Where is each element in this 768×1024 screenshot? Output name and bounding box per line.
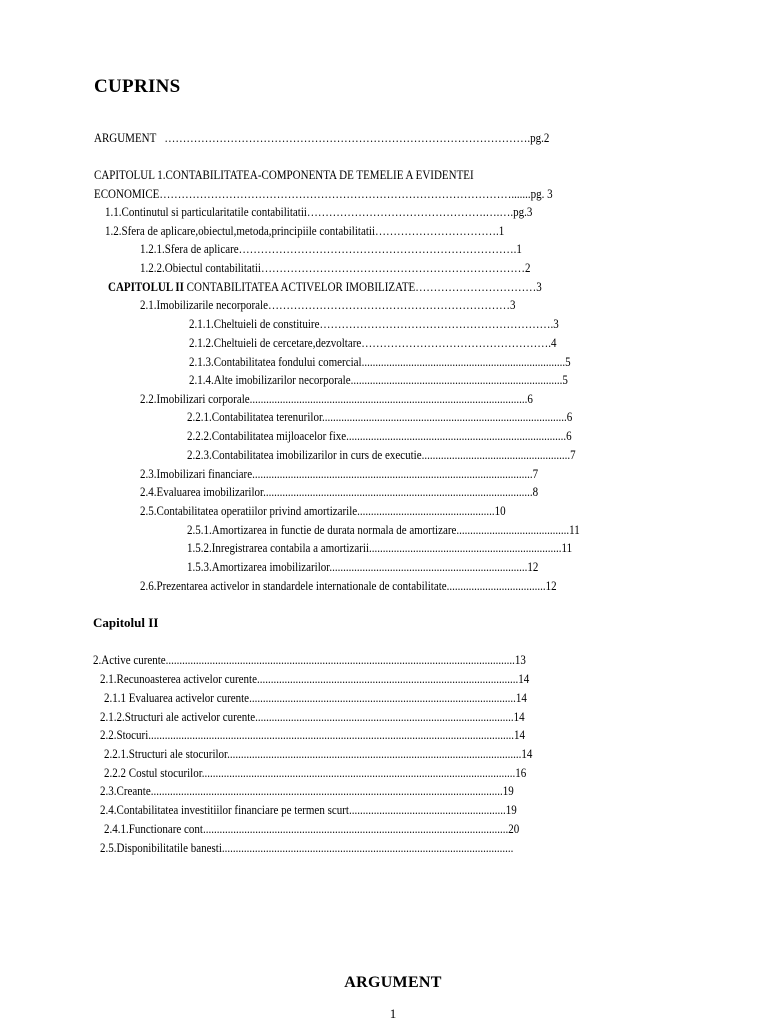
toc-entry-2-6: 2.6.Prezentarea activelor in standardele internationale de contabilitate....................................12 — [140, 579, 557, 593]
toc-entry-chapter-2 — [108, 280, 542, 294]
chapter-2-heading: Capitolul II — [93, 615, 159, 630]
toc-entry-2-2-1: 2.2.1.Contabilitatea terenurilor.........................................................................................6 — [187, 410, 573, 424]
toc-entry-stocuri: 2.2.Stocuri.....................................................................................................................................14 — [100, 728, 526, 742]
toc-title: CUPRINS — [94, 76, 181, 97]
next-section-title: ARGUMENT — [344, 974, 442, 991]
toc-entry-1-5-2: 1.5.2.Inregistrarea contabila a amortizarii......................................................................11 — [187, 541, 573, 555]
toc-entry-recunoasterea: 2.1.Recunoasterea activelor curente...............................................................................................14 — [100, 672, 530, 686]
toc-entry-costul-stocurilor: 2.2.2 Costul stocurilor..................................................................................................................16 — [104, 766, 527, 780]
toc-entry-1-2-2: 1.2.2.Obiectul contabilitatii………………………………………………………………2 — [140, 261, 531, 275]
chapter-2-title: CONTABILITATEA ACTIVELOR IMOBILIZATE……………………………3 — [183, 280, 542, 294]
page-number: 1 — [389, 1006, 397, 1021]
toc-entry-2-5: 2.5.Contabilitatea operatiilor privind amortizarile..................................................10 — [140, 504, 506, 518]
toc-entry-2-1: 2.1.Imobilizarile necorporale…………………………………………………………3 — [140, 298, 516, 312]
toc-entry-2-5-1: 2.5.1.Amortizarea in functie de durata normala de amortizare.........................................11 — [187, 523, 580, 537]
toc-entry-2-3: 2.3.Imobilizari financiare......................................................................................................7 — [140, 467, 539, 481]
toc-entry-2-1-1: 2.1.1.Cheltuieli de constituire……………………………………………………….3 — [189, 317, 559, 331]
toc-entry-evaluarea-activelor: 2.1.1 Evaluarea activelor curente.................................................................................................14 — [104, 691, 527, 705]
toc-entry-2-4: 2.4.Evaluarea imobilizarilor..................................................................................................8 — [140, 485, 539, 499]
toc-entry-investitii-financiare: 2.4.Contabilitatea investitiilor financiare pe termen scurt.........................................................19 — [100, 803, 517, 817]
toc-entry-2-1-4: 2.1.4.Alte imobilizarilor necorporale.............................................................................5 — [189, 373, 568, 387]
toc-entry-1-5-3: 1.5.3.Amortizarea imobilizarilor........................................................................12 — [187, 560, 539, 574]
toc-entry-structuri-stocurilor: 2.2.1.Structuri ale stocurilor...........................................................................................................14 — [104, 747, 533, 761]
toc-entry-2-1-3: 2.1.3.Contabilitatea fondului comercial..........................................................................5 — [189, 355, 571, 369]
toc-entry-2-2-3: 2.2.3.Contabilitatea imobilizarilor in curs de executie......................................................7 — [187, 448, 576, 462]
toc-entry-creante: 2.3.Creante................................................................................................................................19 — [100, 784, 514, 798]
toc-entry-active-curente: 2.Active curente...............................................................................................................................13 — [93, 653, 526, 667]
toc-entry-2-1-2: 2.1.2.Cheltuieli de cercetare,dezvoltare…………………………………………….4 — [189, 336, 557, 350]
chapter-2-label: CAPITOLUL II — [108, 280, 184, 294]
toc-entry-chapter-1-line-1: CAPITOLUL 1.CONTABILITATEA-COMPONENTA DE TEMELIE A EVIDENTEI — [94, 168, 474, 182]
toc-entry-2-2-2: 2.2.2.Contabilitatea mijloacelor fixe................................................................................6 — [187, 429, 572, 443]
toc-entry-functionare-cont: 2.4.1.Functionare cont...............................................................................................................20 — [104, 822, 520, 836]
toc-entry-chapter-1-line-2: ECONOMICE…………………………………………………………………………………….......pg. 3 — [94, 187, 553, 201]
toc-entry-1-2: 1.2.Sfera de aplicare,obiectul,metoda,principiile contabilitatii…………………………….1 — [105, 224, 505, 238]
toc-entry-1-1: 1.1.Continutul si particularitatile contabilitatii………………………………………….….….pg.3 — [105, 205, 533, 219]
toc-entry-argument: ARGUMENT ……………………………………………………………………………………….pg.2 — [94, 131, 550, 145]
toc-entry-disponibilitati: 2.5.Disponibilitatile banesti.......................................................................................................... — [100, 841, 514, 855]
toc-entry-structuri-activelor: 2.1.2.Structuri ale activelor curente..............................................................................................14 — [100, 710, 525, 724]
toc-entry-1-2-1: 1.2.1.Sfera de aplicare………………………………………………………………….1 — [140, 242, 522, 256]
toc-entry-2-2: 2.2.Imobilizari corporale.....................................................................................................6 — [140, 392, 533, 406]
